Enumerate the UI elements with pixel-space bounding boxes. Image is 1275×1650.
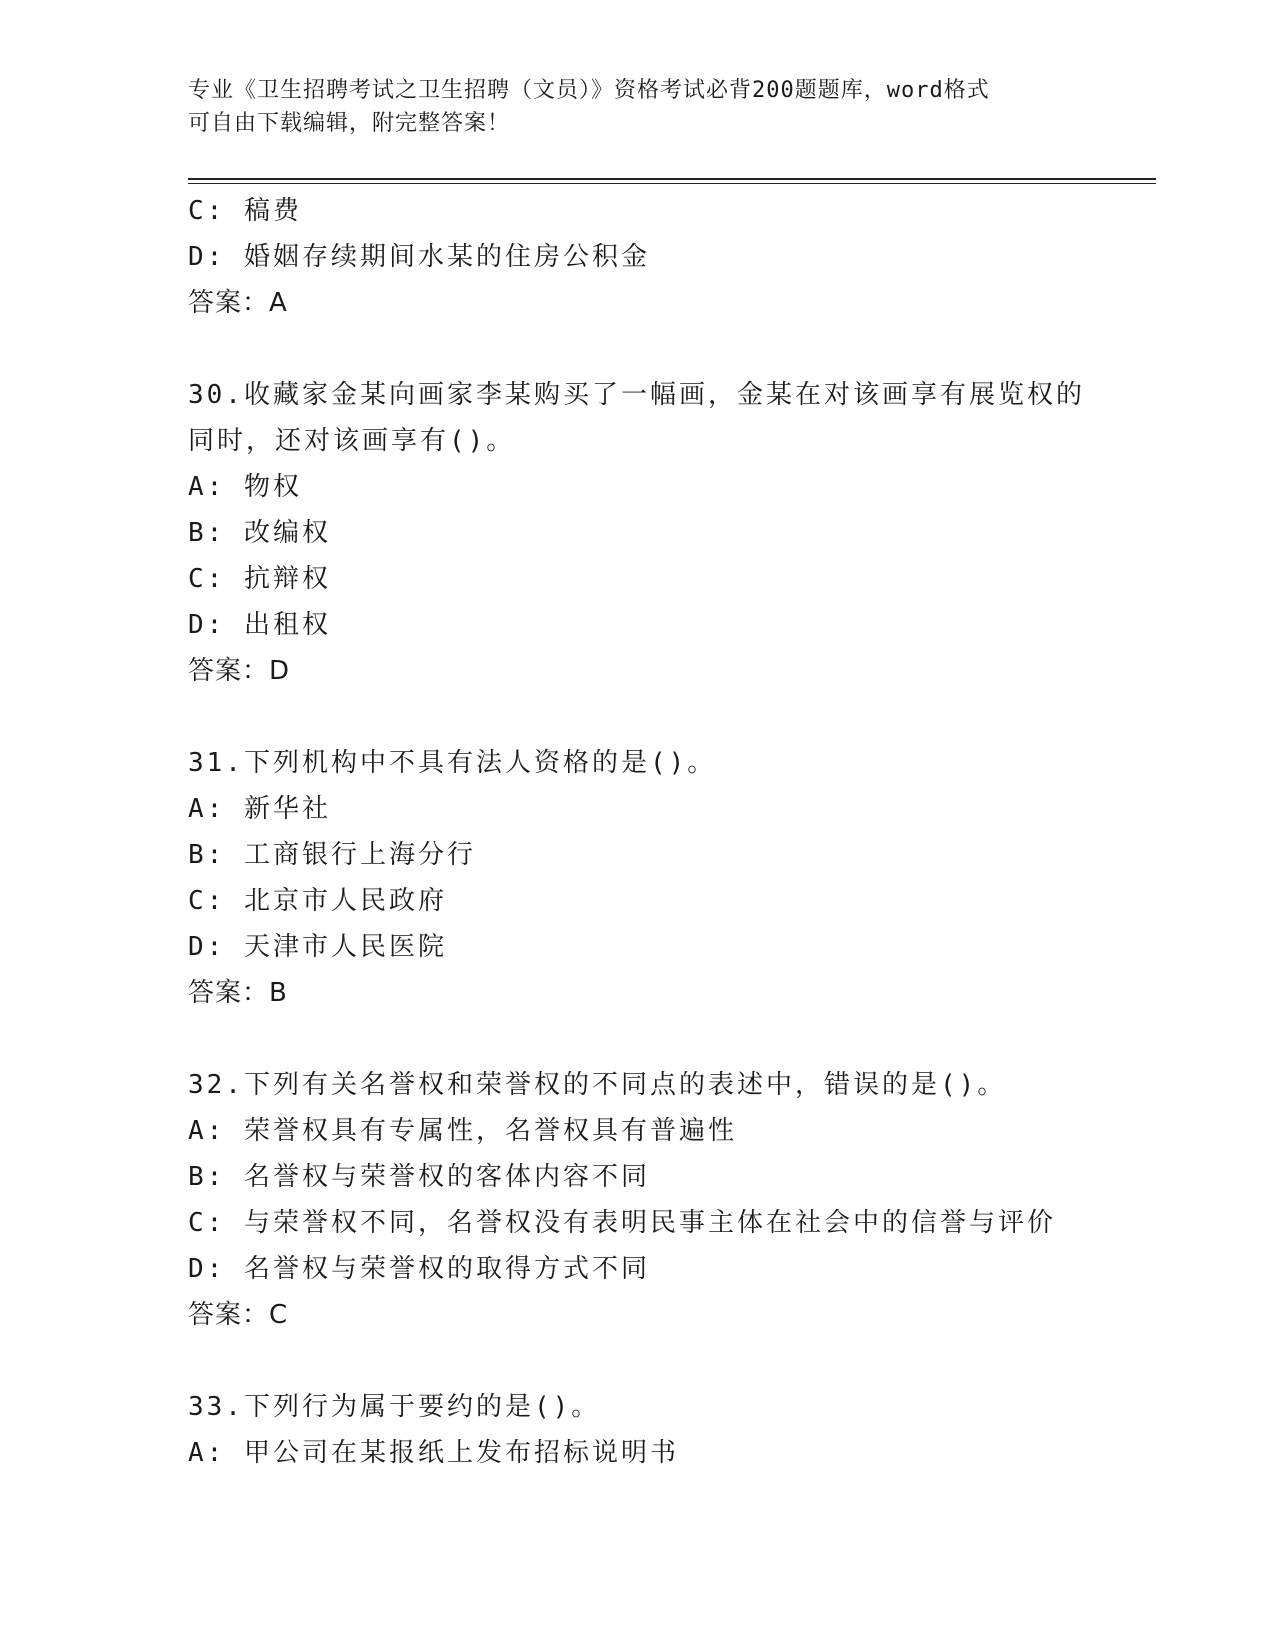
question-stem: 33.下列行为属于要约的是()。 — [188, 1392, 601, 1422]
option-b: B: 名誉权与荣誉权的客体内容不同 — [188, 1162, 650, 1192]
option-c: C: 北京市人民政府 — [188, 886, 447, 916]
header-title-line-2: 可自由下载编辑，附完整答案！ — [188, 111, 511, 136]
answer-line: 答案：B — [188, 978, 288, 1008]
document-header — [188, 74, 1068, 140]
question-list — [188, 188, 1088, 1476]
question-33 — [188, 1384, 1088, 1476]
option-d: D: 名誉权与荣誉权的取得方式不同 — [188, 1254, 650, 1284]
answer-line: 答案：A — [188, 288, 288, 318]
question-stem: 30.收藏家金某向画家李某购买了一幅画，金某在对该画享有展览权的 — [188, 380, 1085, 410]
question-stem: 32.下列有关名誉权和荣誉权的不同点的表述中，错误的是()。 — [188, 1070, 1007, 1100]
option-c: C: 与荣誉权不同，名誉权没有表明民事主体在社会中的信誉与评价 — [188, 1208, 1056, 1238]
option-d: D: 出租权 — [188, 610, 331, 640]
spacer — [188, 694, 1088, 740]
question-30 — [188, 372, 1088, 694]
spacer — [188, 1338, 1088, 1384]
header-title-line-1: 专业《卫生招聘考试之卫生招聘（文员）》资格考试必背200题题库，word格式 — [188, 78, 990, 103]
option-c: C: 稿费 — [188, 196, 302, 226]
option-c: C: 抗辩权 — [188, 564, 331, 594]
header-divider-thin — [188, 183, 1156, 184]
question-stem-continued: 同时，还对该画享有()。 — [188, 426, 516, 456]
spacer — [188, 1016, 1088, 1062]
header-divider-thick — [188, 178, 1156, 180]
answer-line: 答案：C — [188, 1300, 289, 1330]
spacer — [188, 326, 1088, 372]
question-stem: 31.下列机构中不具有法人资格的是()。 — [188, 748, 717, 778]
option-a: A: 甲公司在某报纸上发布招标说明书 — [188, 1438, 679, 1468]
question-32 — [188, 1062, 1088, 1338]
option-a: A: 荣誉权具有专属性，名誉权具有普遍性 — [188, 1116, 737, 1146]
option-a: A: 新华社 — [188, 794, 331, 824]
option-b: B: 改编权 — [188, 518, 331, 548]
option-b: B: 工商银行上海分行 — [188, 840, 476, 870]
answer-line: 答案：D — [188, 656, 291, 686]
option-a: A: 物权 — [188, 472, 302, 502]
question-29-fragment — [188, 188, 1088, 326]
option-d: D: 婚姻存续期间水某的住房公积金 — [188, 242, 650, 272]
option-d: D: 天津市人民医院 — [188, 932, 447, 962]
question-31 — [188, 740, 1088, 1016]
